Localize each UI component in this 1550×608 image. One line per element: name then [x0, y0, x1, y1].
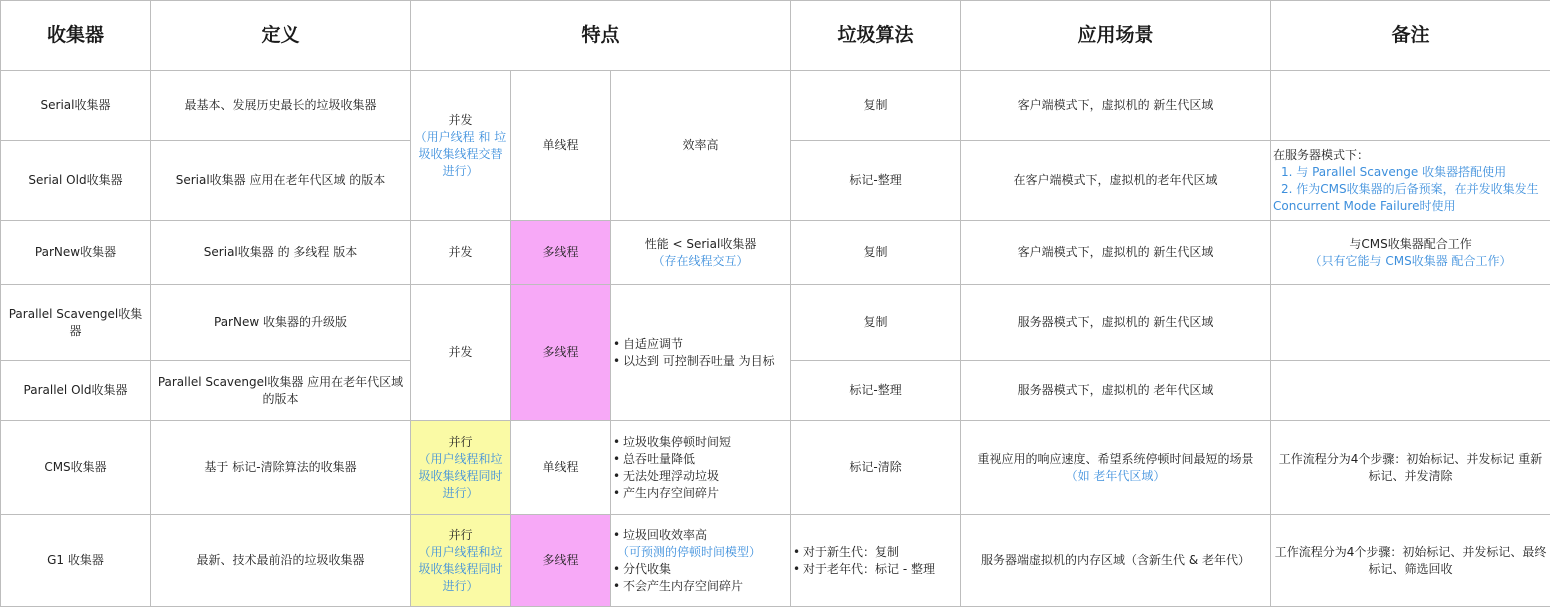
serial-group-concurrency-note: （用户线程 和 垃圾收集线程交替进行） — [414, 129, 507, 178]
header-remark: 备注 — [1271, 1, 1550, 71]
header-scenario: 应用场景 — [961, 1, 1271, 71]
parallel-old-remark — [1271, 361, 1550, 421]
cms-concurrency-note: （用户线程和垃圾收集线程同时进行） — [418, 451, 503, 500]
g1-name: G1 收集器 — [1, 515, 151, 607]
cms-scenario — [961, 421, 1271, 515]
header-features: 特点 — [411, 1, 791, 71]
parallel-old-name: Parallel Old收集器 — [1, 361, 151, 421]
parallel-group-features — [611, 285, 791, 421]
table-row-cms — [1, 421, 1550, 515]
parnew-algorithm: 复制 — [791, 221, 961, 285]
parallel-group-concurrency: 并发 — [411, 285, 511, 421]
list-item: • 无法处理浮动垃圾 — [613, 468, 788, 485]
parallel-scavenge-remark — [1271, 285, 1550, 361]
parnew-threading: 多线程 — [511, 221, 611, 285]
parnew-perf-label: 性能 < Serial收集器 — [644, 236, 757, 251]
g1-features — [611, 515, 791, 607]
cms-features — [611, 421, 791, 515]
cms-scenario-label: 重视应用的响应速度、希望系统停顿时间最短的场景 — [977, 451, 1254, 466]
table-row-parallel-scavenge — [1, 285, 1550, 361]
list-item: • 不会产生内存空间碎片 — [613, 578, 788, 595]
table-row-parnew — [1, 221, 1550, 285]
serial-name: Serial收集器 — [1, 71, 151, 141]
g1-concurrency-note: （用户线程和垃圾收集线程同时进行） — [418, 544, 503, 593]
serial-old-remark-line1: 在服务器模式下： — [1273, 147, 1370, 162]
list-item-note: （可预测的停顿时间模型） — [617, 544, 762, 559]
parnew-concurrency: 并发 — [411, 221, 511, 285]
table-row-g1 — [1, 515, 1550, 607]
serial-remark — [1271, 71, 1550, 141]
serial-old-remark — [1271, 141, 1550, 221]
list-item: • 对于老年代：标记 - 整理 — [793, 561, 958, 578]
cms-algorithm: 标记-清除 — [791, 421, 961, 515]
cms-threading: 单线程 — [511, 421, 611, 515]
cms-scenario-note: （如 老年代区域） — [1065, 468, 1166, 483]
parallel-old-definition: Parallel Scavengel收集器 应用在老年代区域的版本 — [151, 361, 411, 421]
header-algorithm: 垃圾算法 — [791, 1, 961, 71]
parallel-group-threading: 多线程 — [511, 285, 611, 421]
table-row-serial — [1, 71, 1550, 141]
parnew-remark-label: 与CMS收集器配合工作 — [1349, 236, 1472, 251]
parallel-scavenge-algorithm: 复制 — [791, 285, 961, 361]
serial-group-concurrency — [411, 71, 511, 221]
parnew-remark-note: （只有它能与 CMS收集器 配合工作） — [1309, 253, 1512, 268]
parnew-name: ParNew收集器 — [1, 221, 151, 285]
serial-definition: 最基本、发展历史最长的垃圾收集器 — [151, 71, 411, 141]
cms-concurrency-label: 并行 — [448, 434, 473, 449]
list-item: • 总吞吐量降低 — [613, 451, 788, 468]
list-item: • 产生内存空间碎片 — [613, 485, 788, 502]
list-item: • 分代收集 — [613, 561, 788, 578]
g1-concurrency-label: 并行 — [448, 527, 473, 542]
g1-algorithm — [791, 515, 961, 607]
parnew-perf — [611, 221, 791, 285]
parallel-old-scenario: 服务器模式下，虚拟机的 老年代区域 — [961, 361, 1271, 421]
serial-old-algorithm: 标记-整理 — [791, 141, 961, 221]
header-definition: 定义 — [151, 1, 411, 71]
header-collector: 收集器 — [1, 1, 151, 71]
cms-definition: 基于 标记-清除算法的收集器 — [151, 421, 411, 515]
list-item: • 垃圾回收效率高 — [613, 527, 788, 544]
g1-threading: 多线程 — [511, 515, 611, 607]
serial-group-concurrency-label: 并发 — [448, 112, 473, 127]
parnew-scenario: 客户端模式下，虚拟机的 新生代区域 — [961, 221, 1271, 285]
parnew-perf-note: （存在线程交互） — [652, 253, 749, 268]
serial-old-scenario: 在客户端模式下，虚拟机的老年代区域 — [961, 141, 1271, 221]
parallel-old-algorithm: 标记-整理 — [791, 361, 961, 421]
parallel-scavenge-definition: ParNew 收集器的升级版 — [151, 285, 411, 361]
header-row — [1, 1, 1550, 71]
parallel-scavenge-scenario: 服务器模式下，虚拟机的 新生代区域 — [961, 285, 1271, 361]
parallel-scavenge-name: Parallel Scavengel收集器 — [1, 285, 151, 361]
g1-remark: 工作流程分为4个步骤：初始标记、并发标记、最终标记、筛选回收 — [1271, 515, 1550, 607]
g1-definition: 最新、技术最前沿的垃圾收集器 — [151, 515, 411, 607]
cms-name: CMS收集器 — [1, 421, 151, 515]
g1-scenario: 服务器端虚拟机的内存区域（含新生代 & 老年代） — [961, 515, 1271, 607]
serial-old-remark-line2: 1. 与 Parallel Scavenge 收集器搭配使用 — [1281, 164, 1507, 179]
serial-old-name: Serial Old收集器 — [1, 141, 151, 221]
g1-concurrency — [411, 515, 511, 607]
serial-group-efficiency: 效率高 — [611, 71, 791, 221]
serial-scenario: 客户端模式下，虚拟机的 新生代区域 — [961, 71, 1271, 141]
list-item: • 对于新生代：复制 — [793, 544, 958, 561]
list-item: • 以达到 可控制吞吐量 为目标 — [613, 353, 788, 370]
serial-group-threading: 单线程 — [511, 71, 611, 221]
parnew-definition: Serial收集器 的 多线程 版本 — [151, 221, 411, 285]
serial-old-remark-line3: 2. 作为CMS收集器的后备预案，在并发收集发生 — [1281, 181, 1539, 196]
serial-old-definition: Serial收集器 应用在老年代区域 的版本 — [151, 141, 411, 221]
serial-algorithm: 复制 — [791, 71, 961, 141]
parnew-remark — [1271, 221, 1550, 285]
cms-concurrency — [411, 421, 511, 515]
cms-remark: 工作流程分为4个步骤：初始标记、并发标记 重新标记、并发清除 — [1271, 421, 1550, 515]
list-item: • 垃圾收集停顿时间短 — [613, 434, 788, 451]
serial-old-remark-line4: Concurrent Mode Failure时使用 — [1273, 198, 1456, 213]
list-item: • 自适应调节 — [613, 336, 788, 353]
